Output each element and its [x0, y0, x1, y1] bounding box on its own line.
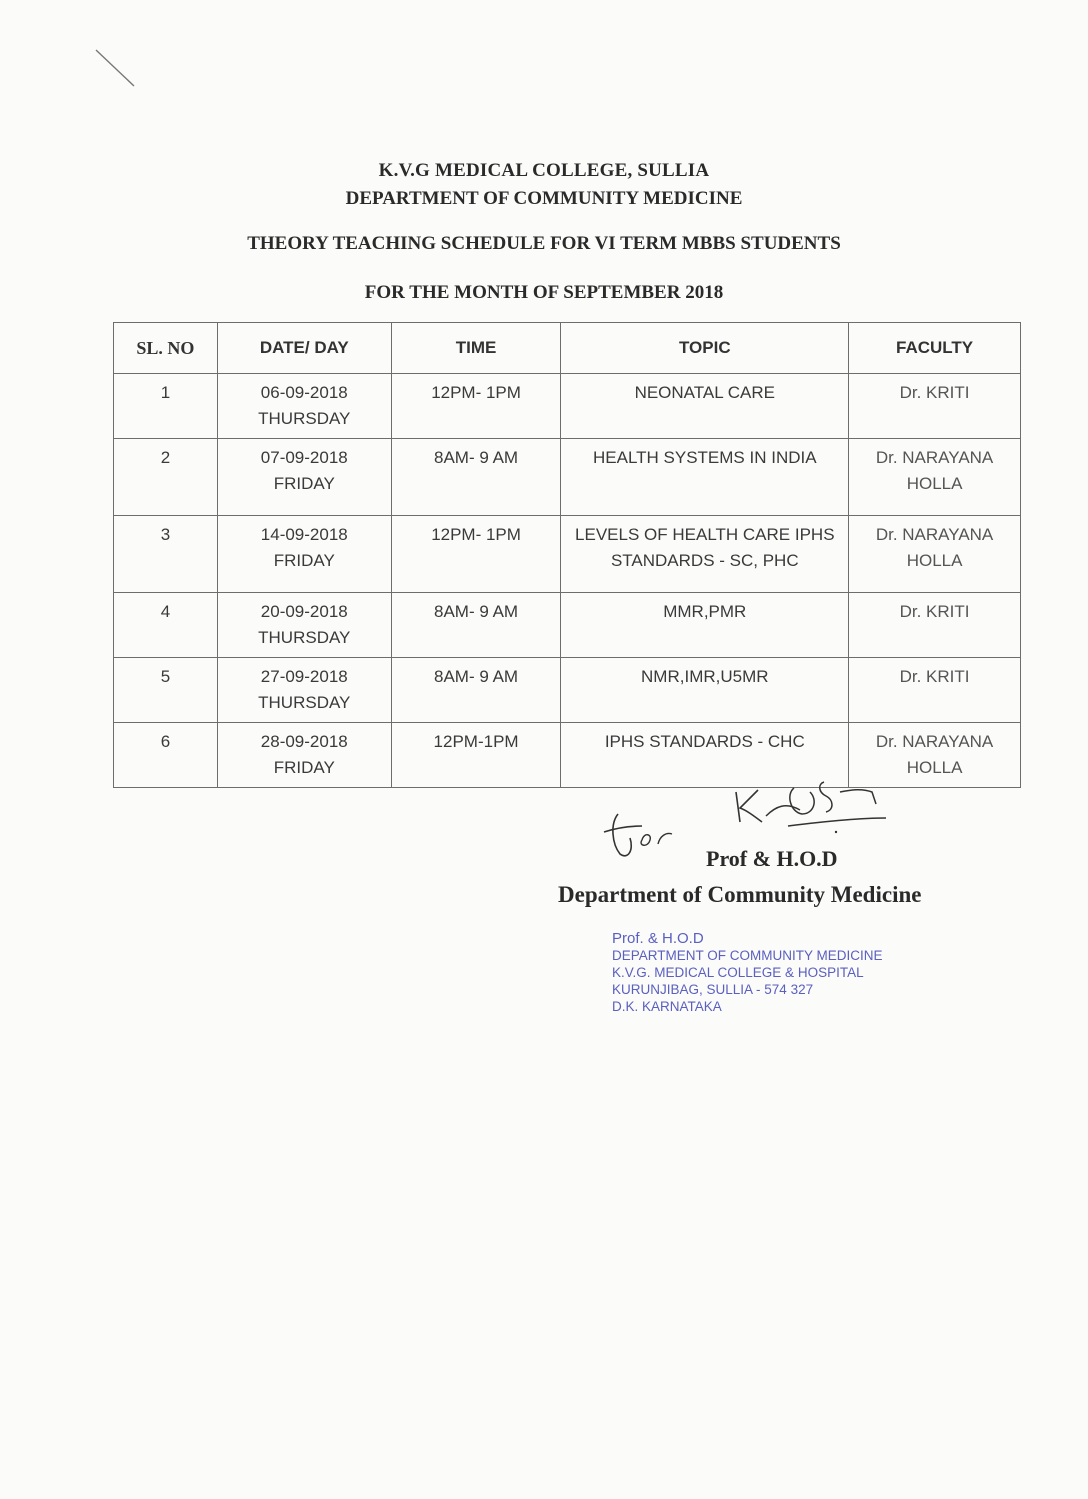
- date-day-cell: [217, 516, 391, 593]
- faculty-cell: Dr. NARAYANA HOLLA: [849, 516, 1021, 593]
- column-header-time: TIME: [391, 323, 561, 374]
- signature-department: Department of Community Medicine: [558, 882, 922, 907]
- date-text: 27-09-2018: [260, 667, 348, 686]
- stamp-line-college: K.V.G. MEDICAL COLLEGE & HOSPITAL: [612, 965, 864, 980]
- day-text: THURSDAY: [258, 628, 351, 647]
- topic-cell: HEALTH SYSTEMS IN INDIA: [561, 439, 849, 516]
- stray-pen-mark: [94, 46, 138, 90]
- date-day-cell: [217, 658, 391, 723]
- date-day-cell: [217, 723, 391, 788]
- day-text: FRIDAY: [273, 758, 335, 777]
- column-header-faculty: FACULTY: [849, 323, 1021, 374]
- time-cell: 8AM- 9 AM: [391, 658, 561, 723]
- sl-no-cell: 6: [114, 723, 218, 788]
- column-header-sl-no: SL. NO: [114, 323, 218, 374]
- hod-title: Prof & H.O.D: [706, 846, 838, 871]
- sl-no-cell: 4: [114, 593, 218, 658]
- time-cell: 8AM- 9 AM: [391, 439, 561, 516]
- faculty-cell: Dr. NARAYANA HOLLA: [849, 439, 1021, 516]
- topic-cell: NEONATAL CARE: [561, 374, 849, 439]
- time-cell: 12PM-1PM: [391, 723, 561, 788]
- topic-cell: IPHS STANDARDS - CHC: [561, 723, 849, 788]
- time-cell: 12PM- 1PM: [391, 374, 561, 439]
- date-day-cell: [217, 374, 391, 439]
- table-row: [114, 593, 1021, 658]
- table-row: [114, 516, 1021, 593]
- stamp-line-address: KURUNJIBAG, SULLIA - 574 327: [612, 982, 814, 997]
- sl-no-cell: 1: [114, 374, 218, 439]
- time-cell: 8AM- 9 AM: [391, 593, 561, 658]
- table-row: [114, 374, 1021, 439]
- date-text: 14-09-2018: [260, 525, 348, 544]
- faculty-cell: Dr. NARAYANA HOLLA: [849, 723, 1021, 788]
- official-stamp: [612, 930, 883, 1015]
- sl-no-cell: 2: [114, 439, 218, 516]
- time-cell: 12PM- 1PM: [391, 516, 561, 593]
- sl-no-cell: 3: [114, 516, 218, 593]
- department-name: DEPARTMENT OF COMMUNITY MEDICINE: [345, 188, 743, 209]
- faculty-cell: Dr. KRITI: [849, 374, 1021, 439]
- table-row: [114, 658, 1021, 723]
- topic-cell: LEVELS OF HEALTH CARE IPHS STANDARDS - SC, PHC: [561, 516, 849, 593]
- schedule-title: THEORY TEACHING SCHEDULE FOR VI TERM MBBS STUDENTS: [247, 233, 841, 254]
- day-text: FRIDAY: [273, 551, 335, 570]
- schedule-month: FOR THE MONTH OF SEPTEMBER 2018: [364, 282, 724, 303]
- day-text: THURSDAY: [258, 409, 351, 428]
- date-day-cell: [217, 593, 391, 658]
- topic-cell: NMR,IMR,U5MR: [561, 658, 849, 723]
- date-day-cell: [217, 439, 391, 516]
- stamp-line-title: Prof. & H.O.D: [612, 930, 704, 947]
- faculty-cell: Dr. KRITI: [849, 593, 1021, 658]
- stamp-line-state: D.K. KARNATAKA: [612, 999, 722, 1014]
- date-text: 07-09-2018: [260, 448, 348, 467]
- table-header-row: [114, 323, 1021, 374]
- faculty-cell: Dr. KRITI: [849, 658, 1021, 723]
- date-text: 20-09-2018: [260, 602, 348, 621]
- topic-cell: MMR,PMR: [561, 593, 849, 658]
- column-header-date-day: DATE/ DAY: [217, 323, 391, 374]
- date-text: 28-09-2018: [260, 732, 348, 751]
- college-name: K.V.G MEDICAL COLLEGE, SULLIA: [378, 160, 710, 181]
- day-text: FRIDAY: [273, 474, 335, 493]
- table-row: [114, 439, 1021, 516]
- stamp-line-department: DEPARTMENT OF COMMUNITY MEDICINE: [612, 948, 883, 963]
- day-text: THURSDAY: [258, 693, 351, 712]
- column-header-topic: TOPIC: [561, 323, 849, 374]
- date-text: 06-09-2018: [260, 383, 348, 402]
- schedule-table: [113, 322, 1021, 788]
- sl-no-cell: 5: [114, 658, 218, 723]
